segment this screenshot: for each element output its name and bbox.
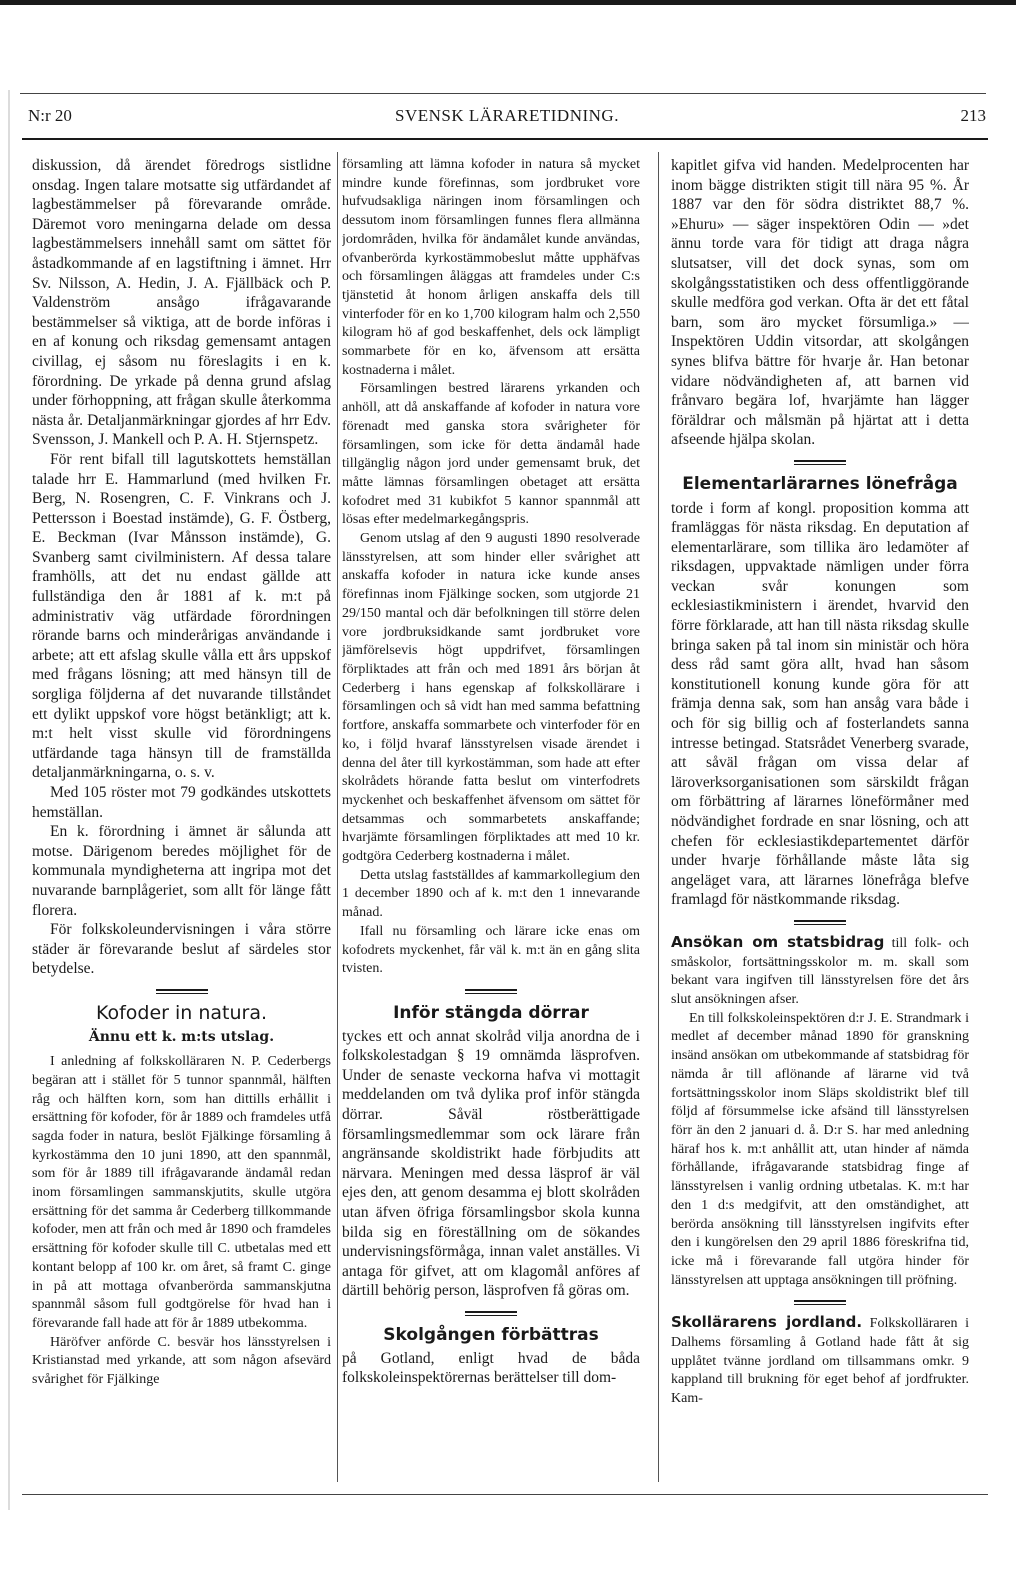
issue-number: N:r 20 <box>28 106 72 125</box>
paragraph <box>671 1313 969 1409</box>
column-3 <box>671 156 969 1486</box>
paragraph: Genom utslag af den 9 augusti 1890 resolverade länsstyrelsen, att som hinder eller svårighet att anskaffa kofoder in natura icke kunde anses förefinnas inom Fjälkinge socken, som utgjorde 21 29/150 mantal och där befolkningen till större delen vore jordbruksidkande samt jordbruket vore jämförelsevis högt uppdrifvet, församlingen förpliktades att från och med 1891 års början åt Cederberg i hans egenskap af folkskollärare i församlingen och så vidt han med samma befattning fortfore, anskaffa sommarbete och vinterfoder för en ko, i följd hvaraf länsstyrelsen visade ärendet i denna del åter till kyrkostämman, som hade att efter skolrådets hörande fatta beslut om vinterfodrets myckenhet och beskaffenhet äfvensom om sättet för detsammas och sommarbetets anskaffande; hvarjämte församlingen förpliktades att med 10 kr. godtgöra Cederberg kostnaderna i målet. <box>342 531 640 865</box>
paragraph: Detta utslag fastställdes af kammarkollegium den 1 december 1890 och af k. m:t den 1 innevarande månad. <box>342 867 640 921</box>
paragraph: En till folkskoleinspektören d:r J. E. Strandmark i medlet af december månad 1890 för granskning insänd ansökan om utbekommande af statsbidrag för nämda år till aflönande af lärarne vid två fortsättningsskolor inom Släps skoldistrikt blef till följd af försummelse icke afsänd till länsstyrelsen förr än den 2 januari d. å. D:r S. har med anledning häraf hos k. m:t anhållit att, utan hinder af nämda förhållande, ifrågavarande statsbidrag finge af länsstyrelsen i vanlig ordning utbetalas. K. m:t har den 1 d:s medgifvit, att den omständighet, att berörda ansökning till länsstyrelsen ingifvits efter den i kungörelsen den 29 april 1886 föreskrifna tid, icke må i förevarande fall utgöra hinder för länsstyrelsen att upptaga ansökningen till pröfning. <box>671 1010 969 1288</box>
page-header <box>28 106 986 130</box>
column-separator <box>658 152 659 1482</box>
paragraph: För rent bifall till lagutskottets hemställan talade hrr E. Hammarlund (med hvilken Fr. Berg, N. Rosengren, C. F. Vinkrans och J. Pettersson i Boestad instämde), G. F. Östberg, E. Beckman (Ivar Månsson instämde), G. Svanberg samt civilministern. Af dessa talare framhölls, att det nu endast gällde att fullständiga den år 1881 af k. m:t på administrativ väg utfärdade förordningen rörande barns och minderårigas användande i arbete; att ett afslag skulle vålla ett års uppskof med frågans lösning; att med hänsyn till de sorgliga följderna af det nuvarande tillståndet ett dylikt uppskof vore högst betänkligt; att k. m:t helt visst skulle vid förordningens utfärdande taga hänsyn till de framställda detaljanmärkningarna, o. s. v. <box>32 450 331 782</box>
top-border <box>0 0 1016 5</box>
section-divider <box>794 1300 846 1305</box>
footer-rule <box>22 1494 988 1495</box>
inline-text: till folk- och småskolor, fortsättningsskolor m. m. skall som bekant vara ingifven till länsstyrelsen före det års slut ansökningen afser. <box>671 935 969 1008</box>
section-divider <box>465 1311 517 1316</box>
column-separator <box>337 152 338 1482</box>
paragraph: diskussion, då ärendet föredrogs sistlidne onsdag. Ingen talare motsatte sig utfärdandet af lagbestämmelser på förevarande område. Däremot voro meningarna delade om dessa lagbestämmelsers innehåll samt om sättet för åstadkommande af en lagstiftning i ämnet. Hrr Sv. Nilsson, A. Hedin, J. A. Fjällbäck och P. Valdenström ansågo ifrågavarande bestämmelser så viktiga, att de borde införas i en af konung och riksdag gemensamt antagen civillag, ej såsom nu föreslagits i en k. förordning. De yrkade på denna grund afslag under förhoppning, att frågan skulle återkomma nästa år. Detaljanmärkningar gjordes af hrr Edv. Svensson, J. Mankell och P. A. H. Stjernspetz. <box>32 157 331 449</box>
page-edge-shadow <box>8 90 10 1510</box>
section-divider <box>156 989 208 994</box>
paragraph: tyckes ett och annat skolråd vilja anordna de i folkskolestadgan § 19 omnämda läsprofven. Under de senaste veckorna hafva vi mottagit meddelanden om två dylika prof inför stängda dörrar. Såväl röstberättigade församlingsmedlemmar som ock lärare från angränsande skoldistrikt hade förbjudits att närvara. Meningen med dessa läsprof är väl ejes den, att genom desamma ej blott skolråden utan äfven öfriga församlingsbor skola kunna bilda sig en föreställning om de sökandes undervisningsförmåga, innan valet anställes. Vi antaga för gifvet, att om klagomål anföres af därtill behörig person, läsprofven få göras om. <box>342 1027 640 1300</box>
paragraph: på Gotland, enligt hvad de båda folkskoleinspektörernas berättelser till dom- <box>342 1349 640 1387</box>
paragraph: församling att lämna kofoder in natura så mycket mindre kunde förefinnas, som jordbruket vore hufvudsakliga näringen inom församlingen och dessutom inom församlingen funnes flera allmänna jordområden, hvilka för ändamålet kunde användas, ofvanberörda kyrkostämmobeslut måtte upphäfvas och församlingen åläggas att framdeles under C:s tjänstetid åt honom årligen anskaffa dels till vinterfoder för en ko 1,700 kilogram halm och 2,550 kilogram hö af god beskaffenhet, dels ock lämpligt sommarbete för en ko, äfvensom att ersätta kostnaderna i målet. <box>342 157 640 378</box>
header-top-rule <box>20 93 986 94</box>
column-1 <box>32 156 331 1486</box>
paragraph: För folkskoleundervisningen i våra större städer är förevarande beslut af särdeles stor betydelse. <box>32 921 331 978</box>
column-2 <box>342 156 640 1486</box>
section-divider <box>465 989 517 994</box>
paragraph <box>671 933 969 1010</box>
article-subheading: Ännu ett k. m:ts utslag. <box>88 1028 275 1045</box>
inline-heading: Skollärarens jordland. <box>671 1313 863 1332</box>
paragraph: Häröfver anförde C. besvär hos länsstyrelsen i Kristianstad med yrkande, att som någon afsevärd svårighet för Fjälkinge <box>32 1334 331 1388</box>
article-heading: Elementarlärarnes lönefråga <box>682 473 958 494</box>
inline-text: Folkskolläraren i Dalhems församling å Gotland hade fått åt sig upplåtet tvänne jordland om tillsammans omkr. 9 kappland till brukning för eget behof af jordfrukter. Kam- <box>671 1316 969 1407</box>
paragraph: I anledning af folkskolläraren N. P. Cederbergs begäran att i stället för 5 tunnor spannmål, hälften råg och hälften korn, som han dittills erhållit i ersättning för kofoder, för år 1889 och framdeles utfå sagda foder in natura, beslöt Fjälkinge församling å kyrkostämma den 10 juni 1890, att den spannmål, som för år 1889 till ifrågavarande ändamål redan inom församlingen sammanskjutits, skulle utgöra ersättning för det samma år Cederberg tillkommande kofoder, men att från och med år 1890 och framdeles ersättning för kofoder skulle till C. utbetalas med ett kontant belopp af 100 kr. om året, så framt C. ginge in på att mottaga ofvanberörda sammanskjutna spannmål såsom full godtgörelse för hvad han i förevarande fall hade att för år 1889 utbekomma. <box>32 1054 331 1331</box>
inline-heading: Ansökan om statsbidrag <box>671 932 885 951</box>
section-divider <box>794 460 846 465</box>
journal-title: SVENSK LÄRARETIDNING. <box>395 106 619 125</box>
section-divider <box>794 920 846 925</box>
paragraph: Med 105 röster mot 79 godkändes utskottets hemställan. <box>32 784 331 821</box>
header-rule <box>22 138 988 140</box>
paragraph: kapitlet gifva vid handen. Medelprocenten har inom bägge distrikten stigit till nära 95 %. År 1887 var den för södra distriktet 88,7 %. »Ehuru» — säger inspektören Odin — »det ännu torde vara för tidigt att draga några slutsatser, vill det dock synas, som om skolgångsstatistiken och dess offentliggörande skulle medföra god verkan. Ofta är det ett fåtal barn, som äro mycket försumliga.» — Inspektören Uddin vitsordar, att skolgången synes blifva bättre för hvarje år. Han betonar vidare nödvändigheten af, att barnen vid frånvaro begära lof, hvarjämte han lägger föräldrar och målsmän på hjärtat att i detta afseende hjälpa skolan. <box>671 157 969 449</box>
paragraph: Ifall nu församling och lärare icke enas om kofodrets myckenhet, får väl k. m:t än en gång slita tvisten. <box>342 923 640 977</box>
paragraph: Församlingen bestred lärarens yrkanden och anhöll, att då anskaffande af kofoder in natura vore förenadt med ganska stora svårigheter för församlingen, som icke för detta ändamål hade tillgänglig någon jord under gemensamt bruk, det måtte lämnas församlingen obetaget att ersätta kofodret med 31 kubikfot 5 kannor spannmål att lösas efter medelmarkegångspris. <box>342 381 640 528</box>
paragraph: En k. förordning i ämnet är sålunda att motse. Därigenom beredes möjlighet för de kommunala myndigheterna att ingripa mot det nuvarande barnplågeriet, som allt för länge fått florera. <box>32 823 331 919</box>
paragraph: torde i form af kongl. proposition komma att framläggas för nästa riksdag. En deputation af elementarlärare, som tillika äro ledamöter af riksdagen, uppvaktade nämligen under förra veckan svår konungen som ecklesiastikministern i ärendet, hvarvid den förre förklarade, att han till nästa riksdag skulle bringa saken på tal inom sin ministär och höra dess råd samt göra allt, hvad han såsom konstitutionell konung kunde göra för att främja denna sak, som han ansåg vara både i och för sig billig och af fosterlandets sanna intresse betingad. Statsrådet Venerberg svarade, att såväl frågan om vissa delar af läroverksorganisationen som särskildt frågan om förbättring af lärarnes löneförmåner med nödvändighet fordrade en snar lösning, och att chefen för ecklesiastikdepartementet därför under hvarje förhållande måste låta sig angeläget vara, att lärarnes lönefråga blefve framlagd för nästkommande riksdag. <box>671 499 969 909</box>
page-number: 213 <box>960 106 986 125</box>
article-heading: Kofoder in natura. <box>95 1001 268 1024</box>
article-heading: Skolgången förbättras <box>383 1324 599 1345</box>
article-heading: Inför stängda dörrar <box>393 1002 589 1023</box>
